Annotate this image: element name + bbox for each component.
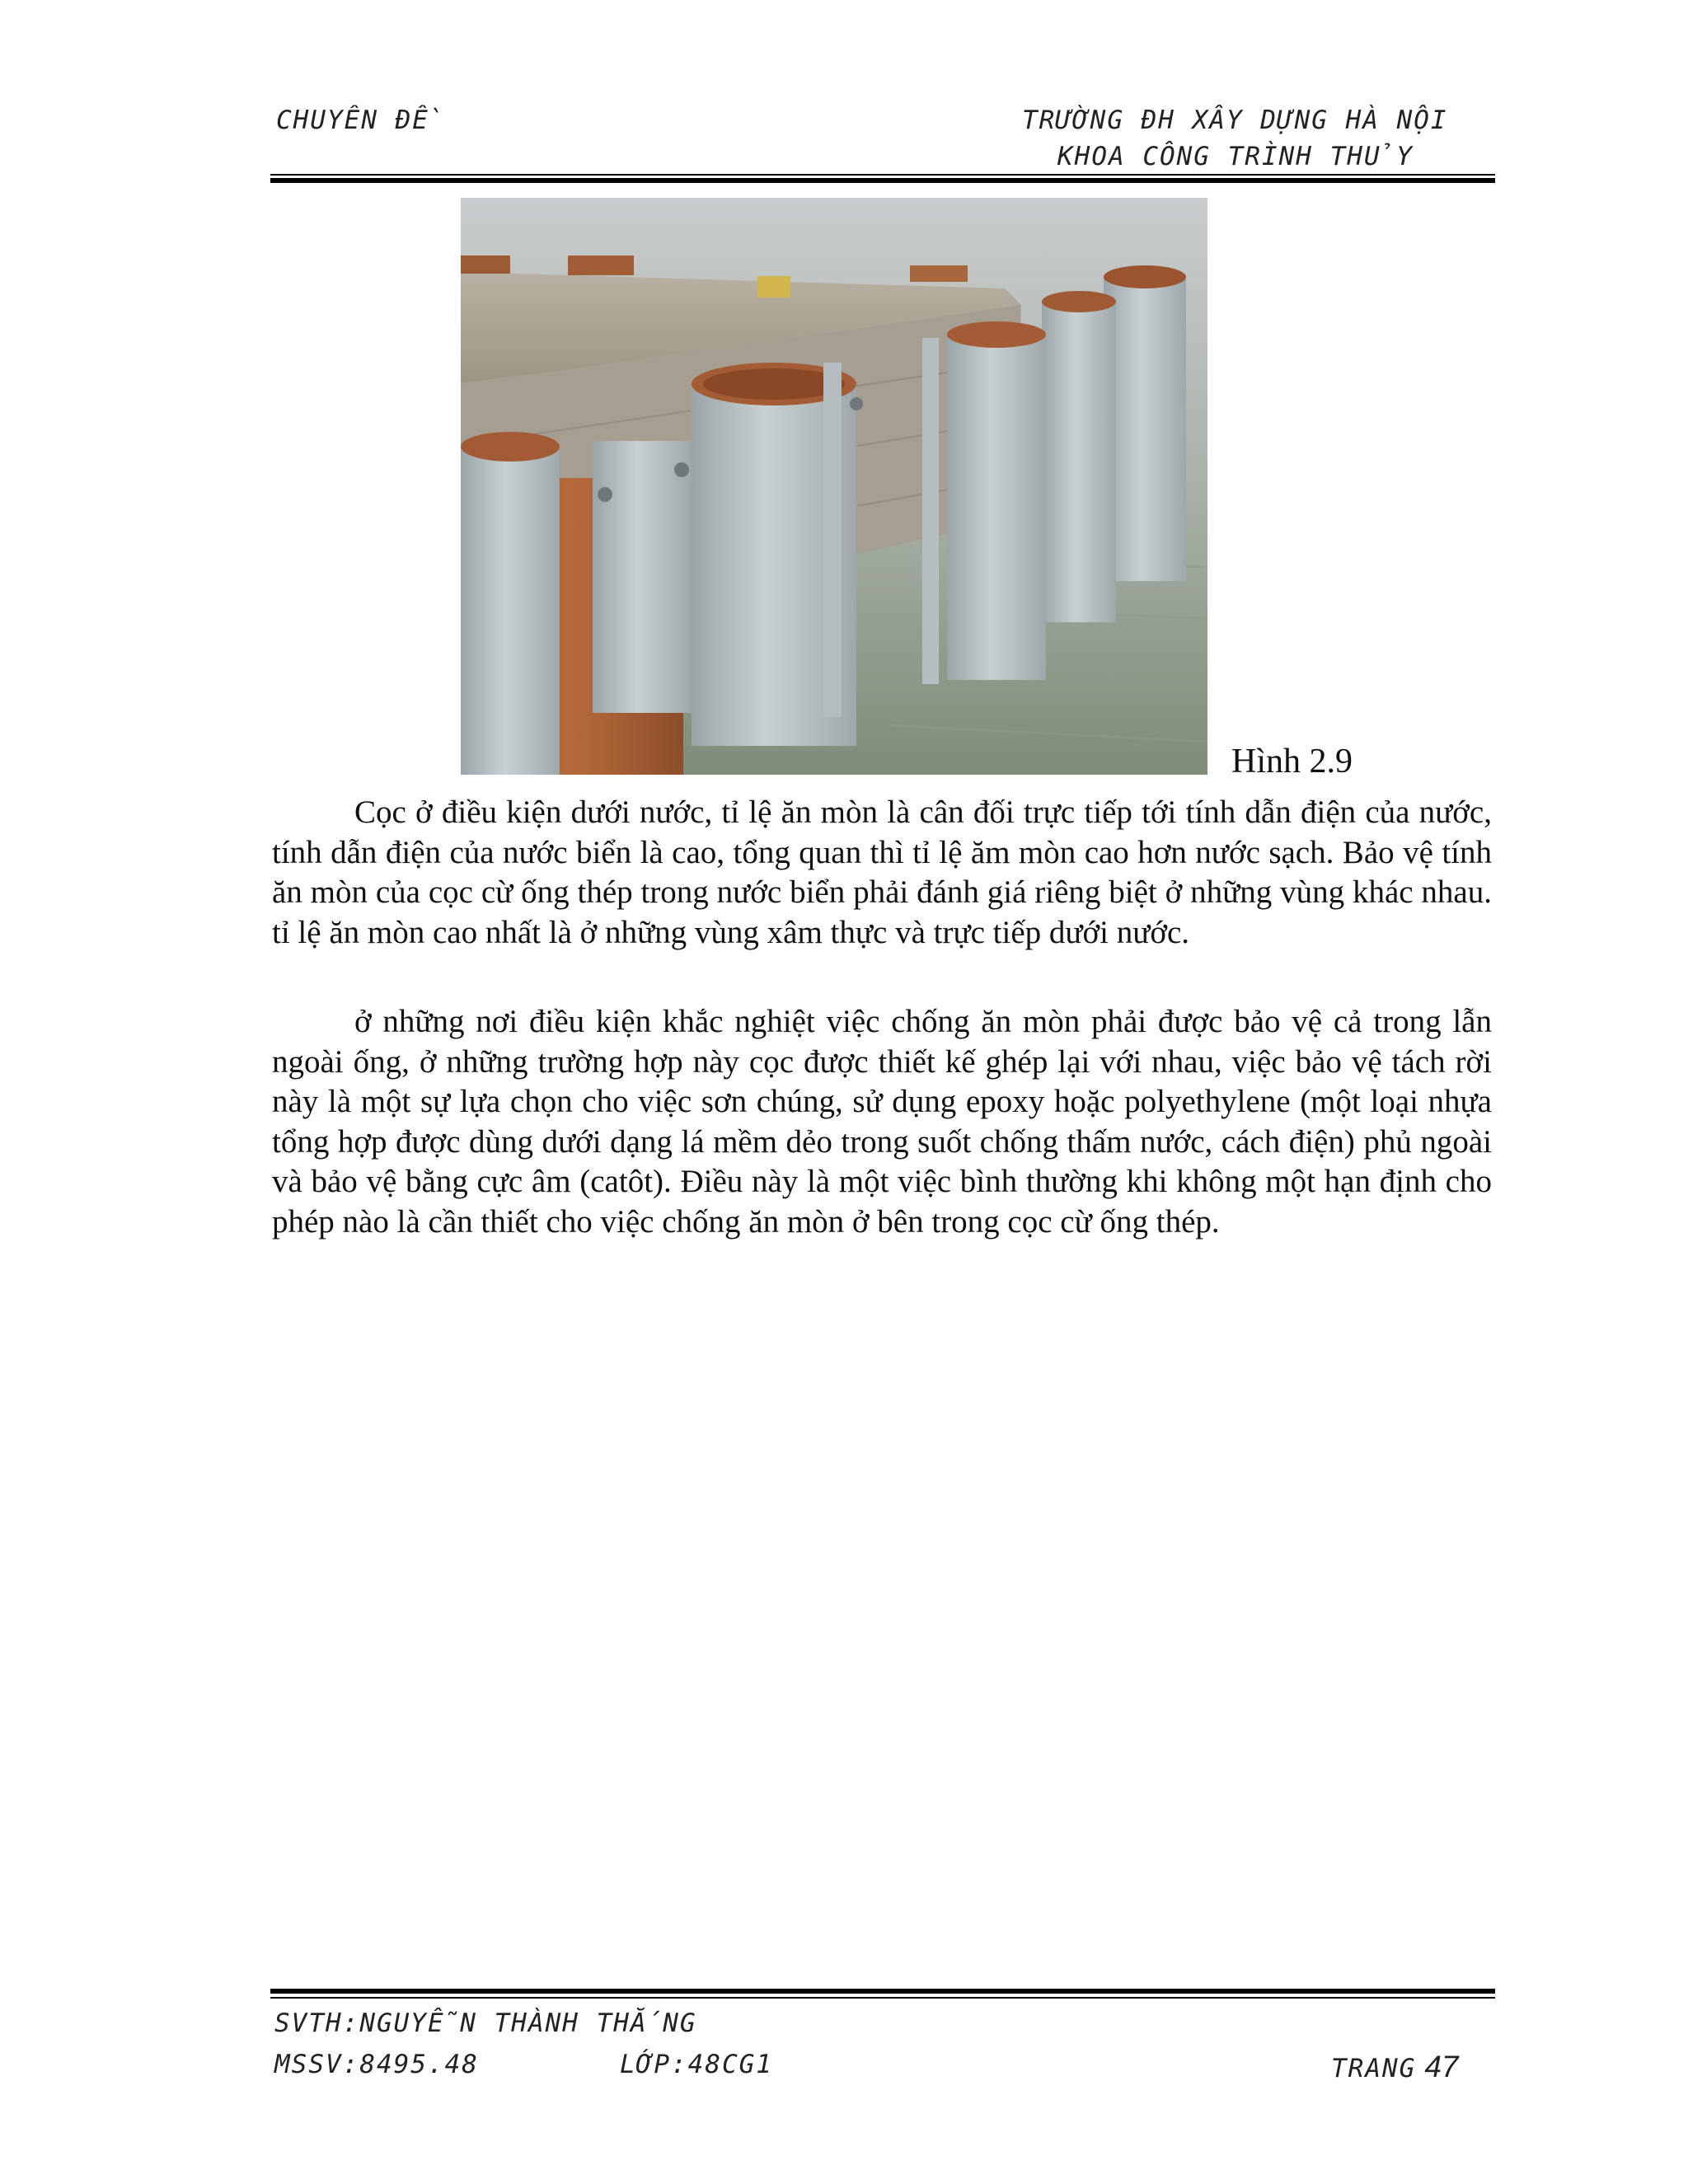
body-paragraph-1: Cọc ở điều kiện dưới nước, tỉ lệ ăn mòn là cân đối trực tiếp tới tính dẫn điện của nước, tính dẫn điện của nước biển là cao, tổng quan thì tỉ lệ ăm mòn cao hơn nước sạch. Bảo vệ tính ăn mòn của cọc cừ ống thép trong nước biển phải đánh giá riêng biệt ở những vùng khác nhau. tỉ lệ ăn mòn cao nhất là ở những vùng xâm thực và trực tiếp dưới nước. bbox=[272, 794, 1492, 950]
header-rule-thin bbox=[270, 174, 1495, 176]
footer-student-id: MSSV:8495.48 bbox=[274, 2050, 479, 2079]
footer-student-name: SVTH:NGUYỄN THÀNH THẮNG bbox=[274, 2008, 697, 2038]
figure-photo bbox=[461, 198, 1207, 775]
footer-class: LỚP:48CG1 bbox=[620, 2050, 773, 2079]
footer-rule-thin bbox=[270, 1997, 1495, 1999]
header-left: CHUYÊN ĐỀ bbox=[276, 105, 445, 135]
steel-pipe-pile-photo bbox=[461, 198, 1207, 775]
footer-page bbox=[1331, 2050, 1458, 2084]
footer-page-label: TRANG bbox=[1331, 2054, 1417, 2083]
header-faculty: KHOA CÔNG TRÌNH THỦY bbox=[1057, 142, 1414, 171]
body-paragraph-2: ở những nơi điều kiện khắc nghiệt việc chống ăn mòn phải được bảo vệ cả trong lẫn ngoài ống, ở những trường hợp này cọc được thiết kế ghép lại với nhau, việc bảo vệ tách rời này là một sự lựa chọn cho việc sơn chúng, sử dụng epoxy hoặc polyethylene (một loại nhựa tổng hợp được dùng dưới dạng lá mềm dẻo trong suốt chống thấm nước, cách điện) phủ ngoài và bảo vệ bằng cực âm (catôt). Điều này là một việc bình thường khi không một hạn định cho phép nào là cần thiết cho việc chống ăn mòn ở bên trong cọc cừ ống thép. bbox=[272, 1004, 1492, 1240]
footer-page-number: 47 bbox=[1424, 2050, 1459, 2083]
figure-caption: Hình 2.9 bbox=[1231, 743, 1353, 780]
header-university: TRƯỜNG ĐH XÂY DỰNG HÀ NỘI bbox=[1022, 105, 1448, 135]
footer-rule-thick bbox=[270, 1989, 1495, 1994]
header-rule-thick bbox=[270, 178, 1495, 183]
